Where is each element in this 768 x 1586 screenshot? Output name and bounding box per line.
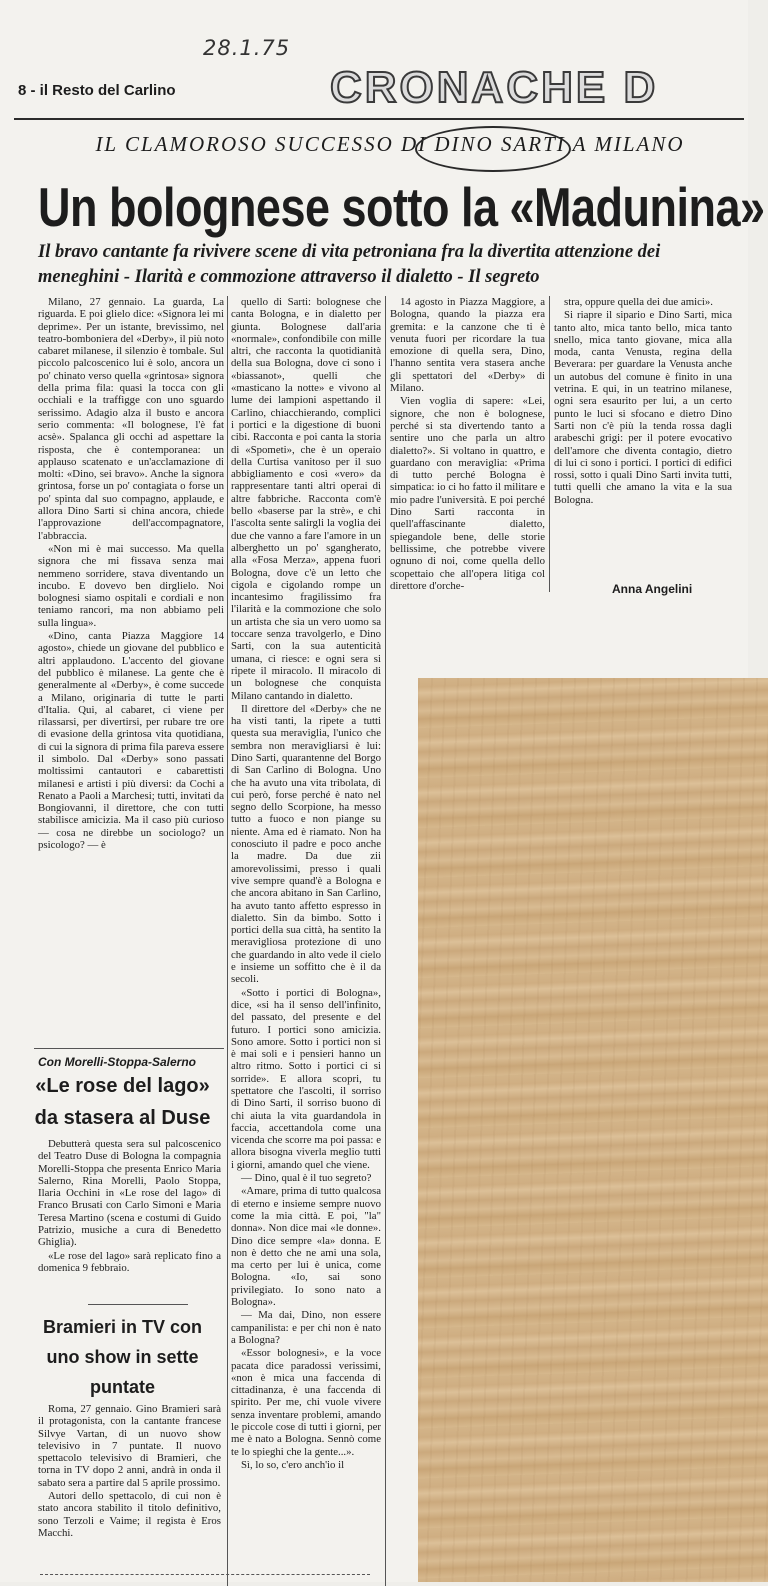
article-column-1 xyxy=(38,296,224,852)
header-rule xyxy=(14,118,744,120)
article-paragraph: quello di Sarti: bolognese che canta Bologna, e in dialetto per giunta. Bolognese dall'aria «normale», confondibile con mille altri, che racconta la quotidianità della sua Bologna, dove ci sono i «biassanot», quelli che «masticano la notte» e vivono al lume dei lampioni aspettando il Carlino, chiacchierando, complici i portici e la digestione di buoni cibi. Racconta e poi canta la storia di «Spometi», che è un operaio della Curtisa vanitoso per il suo abbigliamento e così «vero» da rappresentare tanti altri operai di altre fabbriche. Racconta com'è bello «baserse par la strè», e chi l'ascolta sente salirgli la voglia dei due che vanno a fare l'amore in un alberghetto un po' sgangherato, alla «Fosa Merza», appena fuori Bologna, dove c'è un letto che cigola e cigolando rompe un incantesimo fragilissimo fra l'ilarità e la commozione che solo un artista che sia un vero uomo sa toccare senza travolgerlo, e Dino Sarti, con la sua autenticità umana, ci riesce: e ogni sera si ripete il miracolo. Il miracolo di un bolognese che conquista Milano cantando in dialetto. xyxy=(231,296,381,702)
author-signature: Anna Angelini xyxy=(612,582,693,596)
article-paragraph: «Amare, prima di tutto qualcosa di eterno e insieme sempre nuovo come la mia città. E poi, "la" donna». Non dice mai «le donne». Dino dice sempre «la» donna. E non è detto che ne ami una sola, ma certo per lui è unica, come Bologna. «Io, sai sono privilegiato. Io sono nato a Bologna». xyxy=(231,1185,381,1309)
box2-body xyxy=(38,1403,221,1540)
pen-circle-mark xyxy=(415,126,571,172)
column-divider xyxy=(385,296,386,1586)
bottom-cut-edge xyxy=(40,1574,370,1579)
section-banner: CRONACHE D xyxy=(330,64,659,112)
article-paragraph: «Essor bolognesi», e la voce pacata dice paradossi verissimi, «non è mica una faccenda di cittadinanza, è una faccenda di spirito. Per me, chi vuole vivere senza inventare problemi, amando le piccole cose di tutti i giorni, per me è nato a Bologna. Sennò come te lo spieghi che la gente...». xyxy=(231,1347,381,1458)
wooden-table-background xyxy=(418,678,768,1582)
headline: Un bolognese sotto la «Madunina» xyxy=(38,176,765,239)
article-paragraph: Vien voglia di sapere: «Lei, signore, che non è bolognese, perché si sta divertendo tanto a sentire uno che parla un altro dialetto?». Si voltano in quattro, e guardano con meraviglia: «Prima di tutto perché Bologna è simpatica: io ci ho fatto il militare e mio padre l'università. E poi perché Dino Sarti racconta in quell'affascinante dialetto, spiegandole bene, delle storie bellissime, che potrebbe vivere ognuno di noi, come quella dello scopettaio che all'opera litiga col direttore d'orche- xyxy=(390,395,545,592)
box2-headline: Bramieri in TV con uno show in sette puntate xyxy=(42,1317,203,1397)
page-folio: 8 - il Resto del Carlino xyxy=(18,82,176,99)
article-paragraph: «Dino, canta Piazza Maggiore 14 agosto», chiede un giovane del pubblico e altri applaudono. L'accento del giovane del pubblico è milanese. La gente che è generalmente al «Derby», è come succede a Milano, originaria di tutte le parti d'Italia. Qui, al cabaret, ci viene per rilassarsi, per divertirsi, per rubare tre ore di evasione della grintosa vita quotidiana, di cui la signora di prima fila pareva essere il simbolo. Dal «Derby» sono passati moltissimi cantautori e cabarettisti milanesi e artisti i più diversi: da Cochi a Renato a Paoli a Marchesi; tutti, invitati da Bongiovanni, il direttore, che con tutti stabilisce amicizia. Ma il caso più curioso — cosa ne direbbe un sociologo? un psicologo? — è xyxy=(38,630,224,852)
kicker: IL CLAMOROSO SUCCESSO DI DINO SARTI A MILANO xyxy=(95,132,685,156)
box2-paragraph: Autori dello spettacolo, di cui non è stato ancora stabilito il titolo definitivo, sono Terzoli e Vaime; il regista è Eros Macchi. xyxy=(38,1490,221,1539)
article-column-3 xyxy=(390,296,545,593)
handwritten-date: 28.1.75 xyxy=(203,36,291,60)
article-column-4 xyxy=(554,296,732,507)
article-paragraph: — Ma dai, Dino, non essere campanilista: e per chi non è nato a Bologna? xyxy=(231,1309,381,1346)
box1-paragraph: Debutterà questa sera sul palcoscenico del Teatro Duse di Bologna la compagnia Morelli-Stoppa che presenta Enrico Maria Salerno, Rina Morelli, Paolo Stoppa, Ilaria Occhini in «Le rose del lago» di Franco Brusati con Carlo Simoni e Maria Teresa Martino (scena e costumi di Guido Patrizio, musiche a cura di Benedetto Ghiglia). xyxy=(38,1138,221,1249)
article-paragraph: — Dino, qual è il tuo segreto? xyxy=(241,1172,372,1185)
box-divider xyxy=(34,1048,224,1049)
article-paragraph: 14 agosto in Piazza Maggiore, a Bologna, quando la piazza era gremita: e la canzone che ti è venuta fuori per ricordare la tua emozione di quella sera, Dino, l'hanno sentita vera stasera anche gli spettatori del «Derby» di Milano. xyxy=(390,296,545,395)
box1-headline: «Le rose del lago» da stasera al Duse xyxy=(34,1075,211,1129)
article-paragraph: Milano, 27 gennaio. La guarda, La riguarda. E poi glielo dice: «Signora lei mi deprime». Per un istante, brevissimo, nel teatro-bomboniera del «Derby», il più noto cabaret milanese, il silenzio è tombale. Sul piccolo palcoscenico lui è solo, ancora un po' chinato verso quella «grintosa» signora della prima fila: quasi la tocca con gli occhiali e la traffigge con uno sguardo serissimo. Adagio alza il busto e ancora serio commenta: «Il bolognese, l'è fat acsè». Spalanca gli occhi ad aspettare la risposta, che è contemporanea: un applauso scatenato e un'acclamazione di molti: «Dino, sei bravo». Anche la signora grintosa, forse un po' contagiata o forse un po' spinta dal suo compagno, applaude, e allora Dino Sarti si china ancora, chiede l'approvazione dell'accompagnatore, l'abbraccia. xyxy=(38,296,224,542)
article-paragraph: «Sotto i portici di Bologna», dice, «si ha il senso dell'infinito, del passato, del presente e del futuro. I portici sono amicizia. Sono amore. Sotto i portici non si è mai soli e i pensieri hanno un altro ritmo. Sotto i portici ci si sorride». E allora scopri, tu spettatore che l'ascolti, il sorriso di Dino Sarti, il sorriso buono di chi aiuta la vita guardandola in faccia, accettandola come una vicenda che scorre ma poi passa: e allora bisogna viverla meglio tutti i giorni, amando quel che viene. xyxy=(231,986,381,1171)
column-divider xyxy=(227,296,228,1586)
article-paragraph: «Non mi è mai successo. Ma quella signora che mi fissava senza mai nemmeno sorridere, stava diventando un incubo. E dovevo ben dirglielo. Noi bolognesi siamo ospitali e cordiali e non teniamo rancori, ma non abbiamo peli sulla lingua». xyxy=(38,542,224,629)
article-paragraph: Si riapre il sipario e Dino Sarti, mica tanto alto, mica tanto bello, mica tanto snello, mica tanto giovane, mica alla moda, canta Venusta, regina della Beverara: per guardare la Venusta anche un autobus del comune è finito in una vetrina. E qui, in un teatrino milanese, ogni sera esaurito per lui, a un certo punto le luci si sfocano e dietro Dino Sarti non c'è più la tenda rossa dagli arabeschi grigi: per il potere evocativo dell'amore che diventa contagio, dietro di lui ci sono i portici. I portici di edifici rossi, sotto i quali Dino Sarti invita tutti, tutti quelli che amano la vita e la sua Bologna. xyxy=(554,309,732,506)
article-paragraph: Sì, lo so, c'ero anch'io il xyxy=(241,1458,345,1471)
article-column-2 xyxy=(231,296,381,1472)
column-divider xyxy=(549,296,550,592)
box1-kicker: Con Morelli-Stoppa-Salerno xyxy=(38,1055,197,1069)
box1-paragraph: «Le rose del lago» sarà replicato fino a domenica 9 febbraio. xyxy=(38,1249,221,1274)
article-paragraph: Il direttore del «Derby» che ne ha visti tanti, la ripete a tutti questa sua meraviglia, l'unico che sembra non meravigliarsi è lui: Dino Sarti, quarantenne del Borgo di San Carlino di Bologna. Uno che ha avuto una vita tribolata, di cui però, forse perché è nato nel segno dello Scorpione, ha messo tutto a fuoco e non piange su niente. Ama ed è riamato. Non ha conosciuto il padre e poco anche la madre. Da due zii amorevolissimi, presso i quali vive sempre quand'è a Bologna e che ancora abitano in San Carlino, ha avuto tanto affetto espresso in dialetto. Sin da bimbo. Sotto i portici della sua città, ha sentito la meravigliosa protezione di uno che guardando in alto vede il cielo e insieme un soffitto che è il da secoli. xyxy=(231,702,381,986)
box2-paragraph: Roma, 27 gennaio. Gino Bramieri sarà il protagonista, con la cantante francese Silvye Vartan, di un nuovo show televisivo in 7 puntate. Il nuovo spettacolo televisivo di Bramieri, che torna in TV dopo 2 anni, andrà in onda il sabato sera a partire dal 5 aprile prossimo. xyxy=(38,1403,221,1489)
deck: Il bravo cantante fa rivivere scene di vita petroniana fra la divertita attenzione dei meneghini - Ilarità e commozione attraverso il dialetto - Il segreto xyxy=(38,242,661,287)
box1-body xyxy=(38,1138,221,1275)
box-divider xyxy=(88,1304,188,1305)
article-paragraph: stra, oppure quella dei due amici». xyxy=(564,296,714,308)
